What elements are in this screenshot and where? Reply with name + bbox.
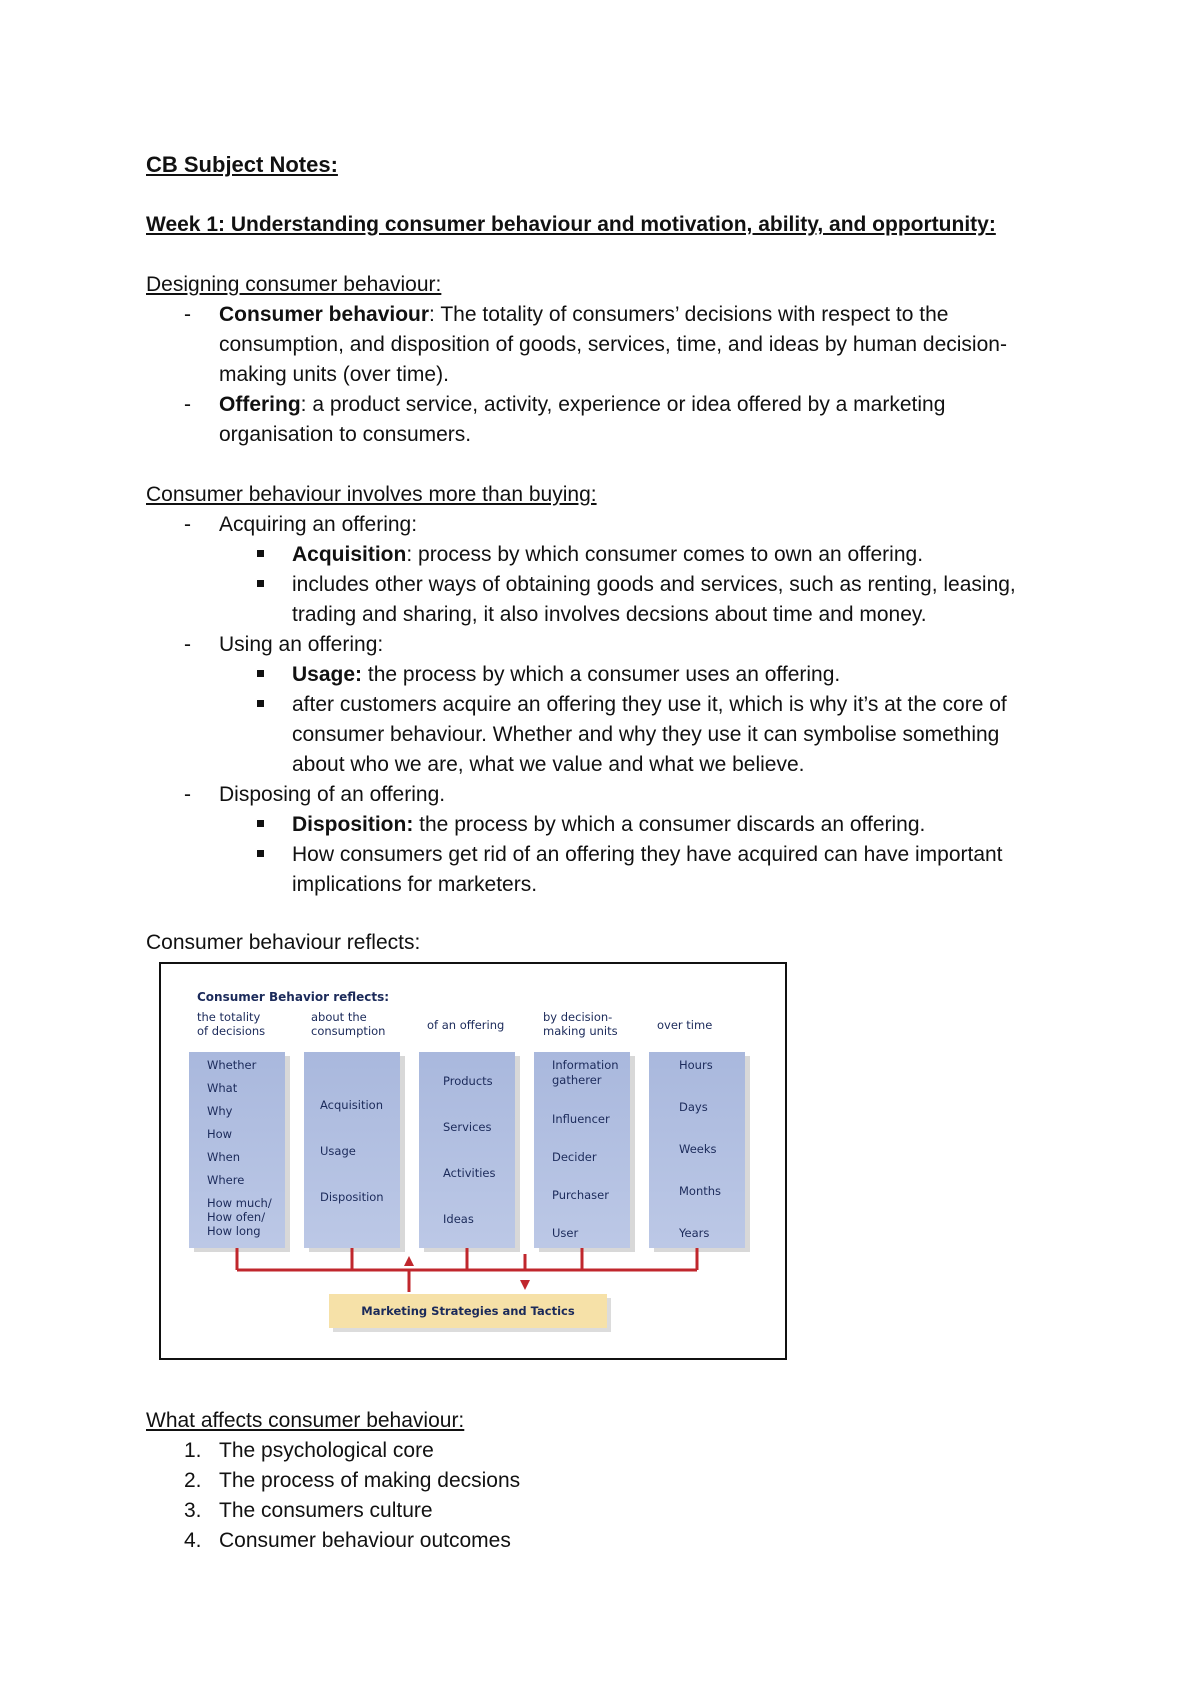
bullet-usage: Usage: the process by which a consumer uses an offering. bbox=[292, 663, 841, 686]
square-bullet bbox=[257, 670, 264, 677]
column-item: Hours bbox=[679, 1058, 713, 1072]
column-item: Products bbox=[443, 1074, 493, 1088]
column-item: How long bbox=[207, 1224, 261, 1238]
bullet-text: about who we are, what we value and what we believe. bbox=[292, 753, 805, 776]
column-item: Information bbox=[552, 1058, 619, 1072]
square-bullet bbox=[257, 850, 264, 857]
section-heading-what-affects: What affects consumer behaviour: bbox=[146, 1409, 465, 1432]
definition-line: organisation to consumers. bbox=[219, 423, 472, 446]
column-item: Influencer bbox=[552, 1112, 610, 1126]
bullet-text: consumer behaviour. Whether and why they use it can symbolise something bbox=[292, 723, 1000, 746]
list-item-acquiring: Acquiring an offering: bbox=[219, 513, 418, 536]
column-item: User bbox=[552, 1226, 579, 1240]
column-item: Usage bbox=[320, 1144, 356, 1158]
column-item: Why bbox=[207, 1104, 233, 1118]
square-bullet bbox=[257, 580, 264, 587]
list-item-using: Using an offering: bbox=[219, 633, 384, 656]
list-item-disposing: Disposing of an offering. bbox=[219, 783, 446, 806]
column-item: Where bbox=[207, 1173, 245, 1187]
column-header: over time bbox=[657, 1018, 713, 1032]
dash-bullet: - bbox=[184, 393, 191, 416]
bullet-acquisition: Acquisition: process by which consumer comes to own an offering. bbox=[292, 543, 924, 566]
column-item: What bbox=[207, 1081, 238, 1095]
dash-bullet: - bbox=[184, 633, 191, 656]
section-heading-more-than-buying: Consumer behaviour involves more than buying: bbox=[146, 483, 597, 506]
dash-bullet: - bbox=[184, 783, 191, 806]
column-item: Weeks bbox=[679, 1142, 717, 1156]
consumer-behavior-figure bbox=[159, 962, 787, 1360]
column-item: Whether bbox=[207, 1058, 257, 1072]
figure-title: Consumer Behavior reflects: bbox=[197, 990, 390, 1004]
week-heading: Week 1: Understanding consumer behaviour and motivation, ability, and opportunity: bbox=[146, 213, 996, 236]
list-number: 3. bbox=[184, 1499, 202, 1522]
numbered-item: The consumers culture bbox=[219, 1499, 433, 1522]
numbered-item: The psychological core bbox=[219, 1439, 434, 1462]
column-item: When bbox=[207, 1150, 241, 1164]
bullet-disposition: Disposition: the process by which a consumer discards an offering. bbox=[292, 813, 926, 836]
list-number: 2. bbox=[184, 1469, 202, 1492]
document-title: CB Subject Notes: bbox=[146, 152, 338, 177]
column-item: Decider bbox=[552, 1150, 597, 1164]
definition-consumer-behaviour: Consumer behaviour: The totality of consumers’ decisions with respect to the bbox=[219, 303, 949, 326]
column-header: by decision- making units bbox=[543, 1010, 618, 1038]
numbered-item: Consumer behaviour outcomes bbox=[219, 1529, 511, 1552]
column-item: Years bbox=[679, 1226, 710, 1240]
column-item: Services bbox=[443, 1120, 492, 1134]
square-bullet bbox=[257, 550, 264, 557]
column-item: Activities bbox=[443, 1166, 496, 1180]
column-header: the totality of decisions bbox=[197, 1010, 266, 1038]
definition-line: making units (over time). bbox=[219, 363, 449, 386]
square-bullet bbox=[257, 700, 264, 707]
section-heading-designing: Designing consumer behaviour: bbox=[146, 273, 442, 296]
column-item: Months bbox=[679, 1184, 722, 1198]
column-item: Disposition bbox=[320, 1190, 384, 1204]
column-header: about the consumption bbox=[311, 1010, 386, 1038]
bullet-text: after customers acquire an offering they use it, which is why it’s at the core of bbox=[292, 693, 1007, 716]
bullet-text: How consumers get rid of an offering they have acquired can have important bbox=[292, 843, 1003, 866]
bullet-text: trading and sharing, it also involves decsions about time and money. bbox=[292, 603, 927, 626]
marketing-strategies-label: Marketing Strategies and Tactics bbox=[361, 1304, 575, 1318]
column-item: Days bbox=[679, 1100, 708, 1114]
square-bullet bbox=[257, 820, 264, 827]
column-item: How bbox=[207, 1127, 233, 1141]
definition-line: consumption, and disposition of goods, services, time, and ideas by human decision- bbox=[219, 333, 1007, 356]
column-item: Acquisition bbox=[320, 1098, 383, 1112]
list-number: 1. bbox=[184, 1439, 202, 1462]
column-item: How much/ bbox=[207, 1196, 272, 1210]
list-number: 4. bbox=[184, 1529, 202, 1552]
column-item: How ofen/ bbox=[207, 1210, 266, 1224]
numbered-item: The process of making decsions bbox=[219, 1469, 521, 1492]
column-item: Ideas bbox=[443, 1212, 474, 1226]
definition-offering: Offering: a product service, activity, experience or idea offered by a marketing bbox=[219, 393, 946, 416]
dash-bullet: - bbox=[184, 513, 191, 536]
column-header: of an offering bbox=[427, 1018, 505, 1032]
column-item: Purchaser bbox=[552, 1188, 609, 1202]
dash-bullet: - bbox=[184, 303, 191, 326]
reflects-label: Consumer behaviour reflects: bbox=[146, 931, 421, 954]
column-item: gatherer bbox=[552, 1073, 602, 1087]
bullet-text: implications for marketers. bbox=[292, 873, 538, 896]
bullet-text: includes other ways of obtaining goods and services, such as renting, leasing, bbox=[292, 573, 1016, 596]
marketing-strategies-box bbox=[329, 1294, 607, 1328]
